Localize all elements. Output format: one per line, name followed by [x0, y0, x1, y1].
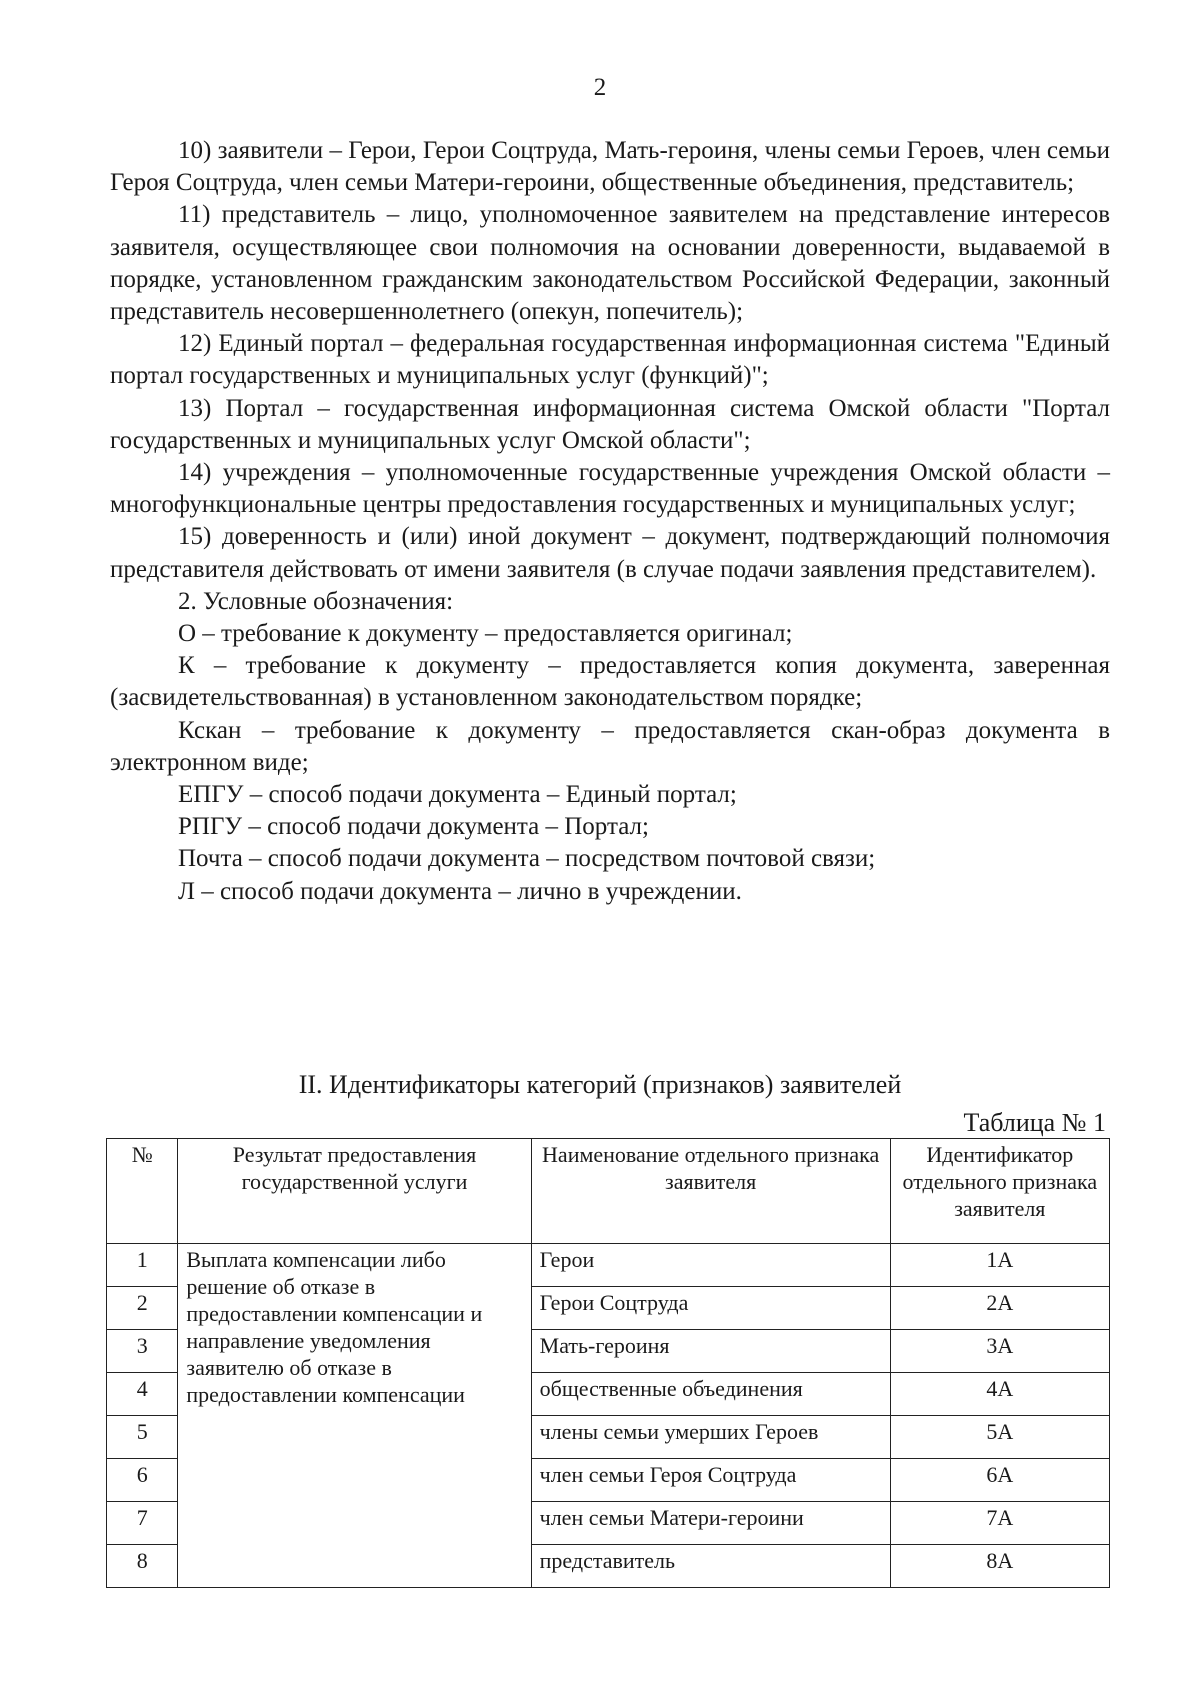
table-row [107, 1244, 1110, 1287]
row-name: Герои [531, 1244, 890, 1287]
row-identifier: 1А [890, 1244, 1109, 1287]
paragraph-portal: 13) Портал – государственная информационная система Омской области "Портал государственных и муниципальных услуг Омской области"; [110, 394, 1110, 454]
row-identifier: 5А [890, 1416, 1109, 1459]
row-name: член семьи Героя Соцтруда [531, 1459, 890, 1502]
legend-item-rpgu: РПГУ – способ подачи документа – Портал; [178, 813, 649, 841]
row-number: 5 [107, 1416, 178, 1459]
row-identifier: 2А [890, 1287, 1109, 1330]
row-number: 1 [107, 1244, 178, 1287]
section-title: II. Идентификаторы категорий (признаков) заявителей [298, 1070, 902, 1099]
row-number: 2 [107, 1287, 178, 1330]
legend-item-original: О – требование к документу – предоставляется оригинал; [178, 620, 793, 648]
paragraph-institutions: 14) учреждения – уполномоченные государственные учреждения Омской области – многофункциональные центры предоставления государственных и муниципальных услуг; [110, 459, 1110, 519]
row-number: 3 [107, 1330, 178, 1373]
row-identifier: 8А [890, 1545, 1109, 1588]
row-name: Мать-героиня [531, 1330, 890, 1373]
applicant-identifiers-table [106, 1138, 1110, 1588]
row-name: общественные объединения [531, 1373, 890, 1416]
row-identifier: 3А [890, 1330, 1109, 1373]
header-result: Результат предоставления государственной услуги [178, 1139, 531, 1244]
row-number: 4 [107, 1373, 178, 1416]
header-name: Наименование отдельного признака заявителя [531, 1139, 890, 1244]
row-number: 7 [107, 1502, 178, 1545]
row-name: представитель [531, 1545, 890, 1588]
legend-item-copy: К – требование к документу – предоставляется копия документа, заверенная (засвидетельствованная) в установленном законодательством порядке; [110, 652, 1110, 712]
paragraph-power-of-attorney: 15) доверенность и (или) иной документ – документ, подтверждающий полномочия представителя действовать от имени заявителя (в случае подачи заявления представителем). [110, 523, 1110, 583]
row-name: член семьи Матери-героини [531, 1502, 890, 1545]
paragraph-representative: 11) представитель – лицо, уполномоченное заявителем на представление интересов заявителя, осуществляющее свои полномочия на основании доверенности, выдаваемой в порядке, установленном гражданским законодательством Российской Федерации, законный представитель несовершеннолетнего (опекун, попечитель); [110, 201, 1110, 326]
legend-item-epgu: ЕПГУ – способ подачи документа – Единый портал; [178, 781, 737, 809]
row-name: члены семьи умерших Героев [531, 1416, 890, 1459]
document-body [110, 135, 1110, 908]
row-number: 8 [107, 1545, 178, 1588]
paragraph-applicants: 10) заявители – Герои, Герои Соцтруда, Мать-героиня, члены семьи Героев, член семьи Героя Соцтруда, член семьи Матери-героини, общественные объединения, представитель; [110, 137, 1110, 197]
legend-item-in-person: Л – способ подачи документа – лично в учреждении. [178, 877, 742, 905]
legend-item-scan: Кскан – требование к документу – предоставляется скан-образ документа в электронном виде; [110, 716, 1110, 776]
row-identifier: 4А [890, 1373, 1109, 1416]
result-cell: Выплата компенсации либо решение об отказе в предоставлении компенсации и направление уведомления заявителю об отказе в предоставлении компенсации [178, 1244, 531, 1588]
paragraph-legend-heading: 2. Условные обозначения: [178, 587, 454, 615]
header-number: № [107, 1139, 178, 1244]
table-caption: Таблица № 1 [963, 1108, 1106, 1137]
row-name: Герои Соцтруда [531, 1287, 890, 1330]
table-header-row [107, 1139, 1110, 1244]
paragraph-unified-portal: 12) Единый портал – федеральная государственная информационная система "Единый портал государственных и муниципальных услуг (функций)"; [110, 330, 1110, 390]
legend-item-mail: Почта – способ подачи документа – посредством почтовой связи; [178, 845, 876, 873]
page-number: 2 [593, 74, 607, 101]
row-identifier: 7А [890, 1502, 1109, 1545]
row-number: 6 [107, 1459, 178, 1502]
header-identifier: Идентификатор отдельного признака заявителя [890, 1139, 1109, 1244]
row-identifier: 6А [890, 1459, 1109, 1502]
